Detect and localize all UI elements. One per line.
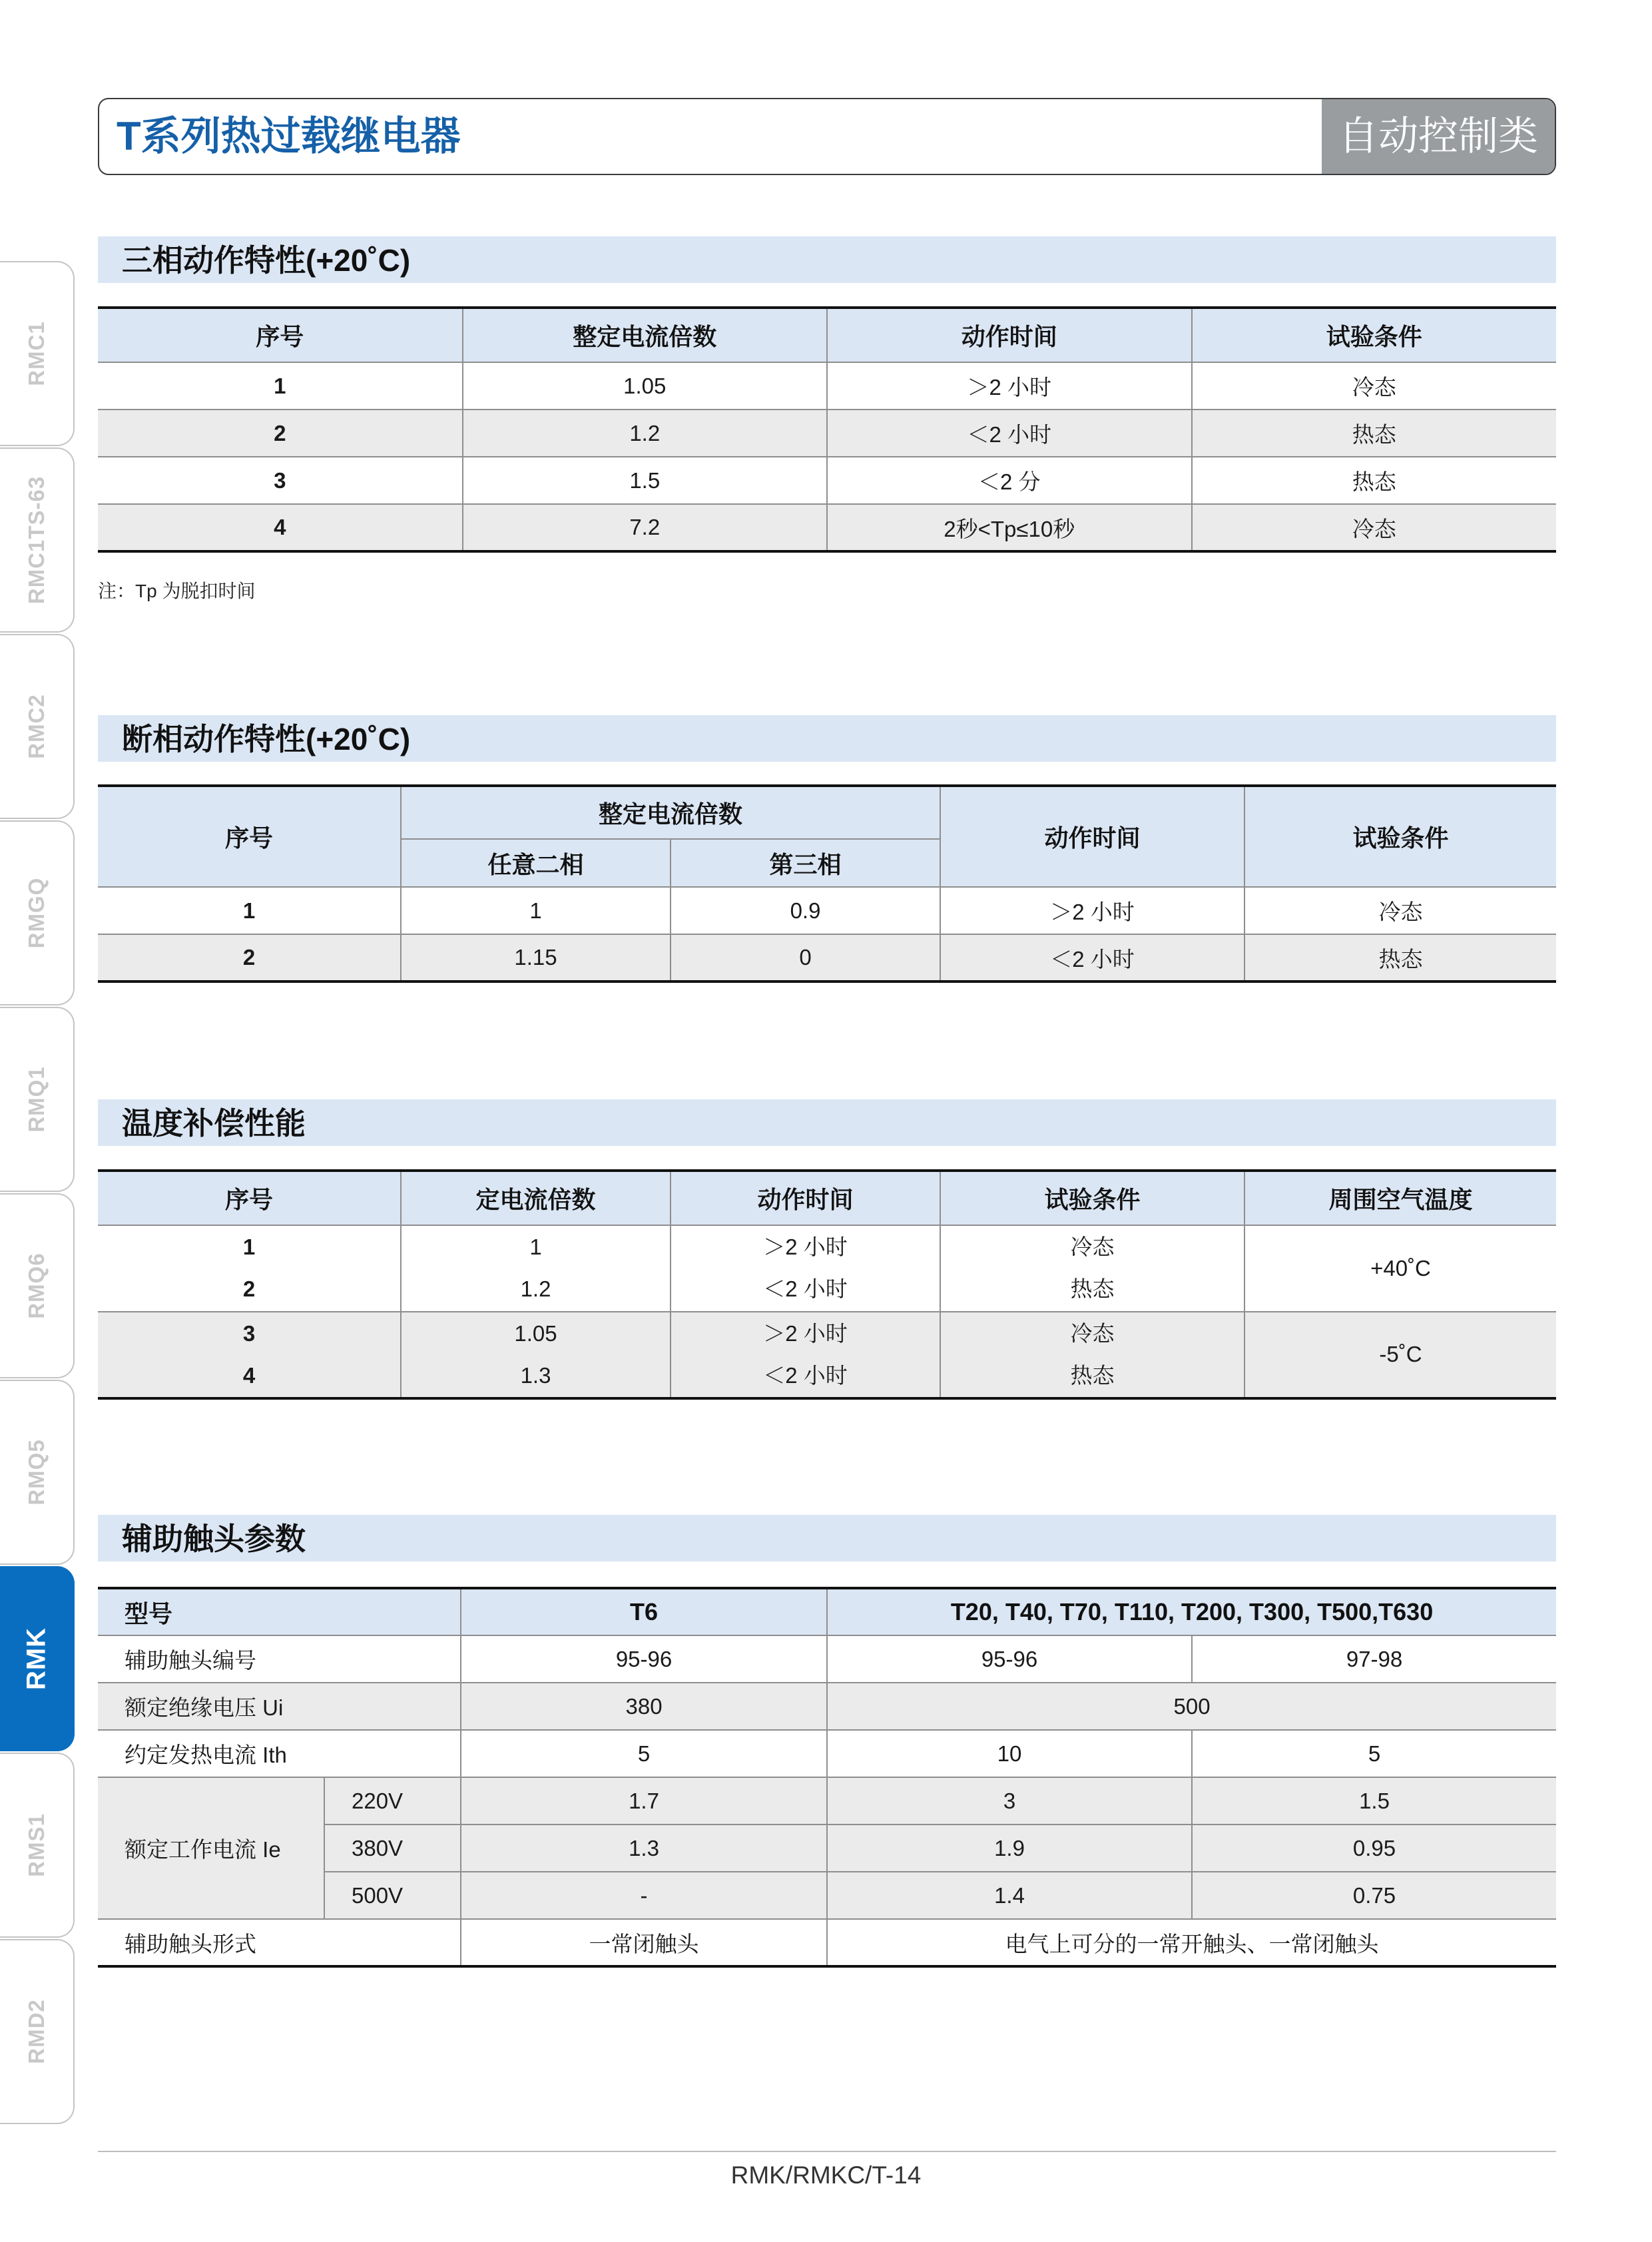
table-cell: 2 — [98, 934, 401, 981]
table-cell: 1.9 — [827, 1824, 1192, 1872]
table-cell: 3 — [98, 457, 463, 504]
table-cell: - — [461, 1872, 827, 1919]
table-cell: 95-96 — [461, 1635, 827, 1683]
table-cell: 4 — [98, 504, 463, 551]
side-tab-rmgq[interactable]: RMGQ — [0, 820, 75, 1005]
table-cell: 冷态 — [1192, 504, 1557, 551]
table-cell: 1.05 — [463, 362, 828, 410]
header-cell: 整定电流倍数 — [463, 308, 828, 362]
side-tab-rms1[interactable]: RMS1 — [0, 1753, 75, 1938]
header-cell: 试验条件 — [940, 1171, 1244, 1225]
aux-contact-table — [98, 1587, 1556, 1968]
table-cell: 5 — [461, 1730, 827, 1777]
header-cell: 型号 — [98, 1588, 461, 1635]
table-cell: 1.2 — [463, 410, 828, 457]
phase-loss-table — [98, 784, 1556, 983]
row-label: 约定发热电流 Ith — [98, 1730, 461, 1777]
row-label: 辅助触头编号 — [98, 1635, 461, 1683]
page-footer: RMK/RMKC/T-14 — [730, 2161, 922, 2189]
table-cell: 1.15 — [401, 934, 671, 981]
table-cell: ＞2 小时 ＜2 小时 — [671, 1312, 940, 1398]
header-cell: 动作时间 — [671, 1171, 940, 1225]
table-cell: 1.4 — [827, 1872, 1192, 1919]
table-cell: 冷态 热态 — [940, 1312, 1244, 1398]
header-cell: 周围空气温度 — [1244, 1171, 1556, 1225]
header-cell: 整定电流倍数 — [401, 786, 940, 839]
table-cell: 5 — [1192, 1730, 1556, 1777]
table-row — [98, 1777, 1556, 1824]
header-cell: 序号 — [98, 1171, 401, 1225]
voltage-label: 380V — [324, 1824, 461, 1872]
table-cell: 冷态 热态 — [940, 1225, 1244, 1312]
table-cell: 电气上可分的一常开触头、一常闭触头 — [827, 1919, 1556, 1966]
table-cell: 0 — [671, 934, 940, 981]
side-tab-rmq6[interactable]: RMQ6 — [0, 1193, 75, 1378]
header-cell: 动作时间 — [940, 786, 1244, 887]
table-row — [98, 887, 1556, 934]
table-cell: 380 — [461, 1683, 827, 1730]
header-cell: 动作时间 — [827, 308, 1192, 362]
table-row — [98, 410, 1556, 457]
table-cell: 冷态 — [1192, 362, 1557, 410]
table-cell: 1.05 1.3 — [401, 1312, 671, 1398]
voltage-label: 220V — [324, 1777, 461, 1824]
table-cell: ＜2 小时 — [827, 410, 1192, 457]
table-cell: 一常闭触头 — [461, 1919, 827, 1966]
table-header-row — [98, 1588, 1556, 1635]
table-row — [98, 1683, 1556, 1730]
table-row — [98, 1730, 1556, 1777]
section-title-temp-comp: 温度补偿性能 — [98, 1099, 1556, 1146]
table-cell: ＞2 小时 — [827, 362, 1192, 410]
row-label: 辅助触头形式 — [98, 1919, 461, 1966]
side-tab-rmd2[interactable]: RMD2 — [0, 1939, 75, 2124]
table-cell: 2秒<Tp≤10秒 — [827, 504, 1192, 551]
table-header-row — [98, 308, 1556, 362]
table-cell: 2 — [98, 410, 463, 457]
table-cell: 95-96 — [827, 1635, 1192, 1683]
page-header — [98, 98, 1556, 175]
table-cell: +40˚C — [1244, 1225, 1556, 1312]
section-title-aux: 辅助触头参数 — [98, 1515, 1556, 1561]
side-tab-rmk[interactable]: RMK — [0, 1566, 75, 1751]
table-row — [98, 1919, 1556, 1966]
table-cell: 1.3 — [461, 1824, 827, 1872]
table-cell: 1.5 — [1192, 1777, 1556, 1824]
table-cell: 1 — [98, 362, 463, 410]
table-cell: 500 — [827, 1683, 1556, 1730]
table-row — [98, 1635, 1556, 1683]
table-note: 注：Tp 为脱扣时间 — [98, 581, 256, 601]
table-cell: ＜2 小时 — [940, 934, 1244, 981]
table-cell: ＜2 分 — [827, 457, 1192, 504]
table-cell: 1 — [401, 887, 671, 934]
row-label: 额定绝缘电压 Ui — [98, 1683, 461, 1730]
table-cell: 1 — [98, 887, 401, 934]
table-cell: 1 1.2 — [401, 1225, 671, 1312]
side-tab-rmc1ts-63[interactable]: RMC1TS-63 — [0, 447, 75, 633]
footer-divider — [98, 2151, 1556, 2152]
table-cell: 冷态 — [1244, 887, 1556, 934]
table-cell: 97-98 — [1192, 1635, 1556, 1683]
table-row — [98, 457, 1556, 504]
header-cell: 定电流倍数 — [401, 1171, 671, 1225]
voltage-label: 500V — [324, 1872, 461, 1919]
table-cell: 3 4 — [98, 1312, 401, 1398]
table-header-row — [98, 786, 1556, 839]
section-title-three-phase: 三相动作特性(+20˚C) — [98, 236, 1556, 283]
table-row — [98, 504, 1556, 551]
header-cell: 试验条件 — [1244, 786, 1556, 887]
side-tab-rmq1[interactable]: RMQ1 — [0, 1007, 75, 1192]
header-cell: 试验条件 — [1192, 308, 1557, 362]
table-cell: 1.5 — [463, 457, 828, 504]
table-cell: 1 2 — [98, 1225, 401, 1312]
temp-comp-table — [98, 1169, 1556, 1400]
table-header-row — [98, 1171, 1556, 1225]
table-cell: ＞2 小时 — [940, 887, 1244, 934]
table-row-group — [98, 1225, 1556, 1312]
header-cell: 序号 — [98, 786, 401, 887]
page-title: T系列热过载继电器 — [117, 114, 461, 158]
header-cell: 任意二相 — [401, 839, 671, 887]
three-phase-table — [98, 306, 1556, 553]
table-cell: 0.9 — [671, 887, 940, 934]
table-row — [98, 934, 1556, 981]
header-cell: T20, T40, T70, T110, T200, T300, T500,T630 — [827, 1588, 1556, 1635]
table-cell: ＞2 小时 ＜2 小时 — [671, 1225, 940, 1312]
table-cell: 10 — [827, 1730, 1192, 1777]
table-cell: -5˚C — [1244, 1312, 1556, 1398]
row-label: 额定工作电流 Ie — [98, 1777, 324, 1919]
table-cell: 3 — [827, 1777, 1192, 1824]
side-tab-rmq5[interactable]: RMQ5 — [0, 1380, 75, 1565]
side-tab-rmc2[interactable]: RMC2 — [0, 634, 75, 819]
table-cell: 热态 — [1192, 457, 1557, 504]
header-cell: 序号 — [98, 308, 463, 362]
table-cell: 7.2 — [463, 504, 828, 551]
table-cell: 热态 — [1192, 410, 1557, 457]
table-cell: 1.7 — [461, 1777, 827, 1824]
side-tab-rmc1[interactable]: RMC1 — [0, 261, 75, 446]
table-cell: 热态 — [1244, 934, 1556, 981]
header-cell: 第三相 — [671, 839, 940, 887]
table-cell: 0.95 — [1192, 1824, 1556, 1872]
table-row — [98, 362, 1556, 410]
table-cell: 0.75 — [1192, 1872, 1556, 1919]
category-label: 自动控制类 — [1322, 99, 1555, 174]
table-row-group — [98, 1312, 1556, 1398]
header-cell: T6 — [461, 1588, 827, 1635]
section-title-phase-loss: 断相动作特性(+20˚C) — [98, 715, 1556, 762]
